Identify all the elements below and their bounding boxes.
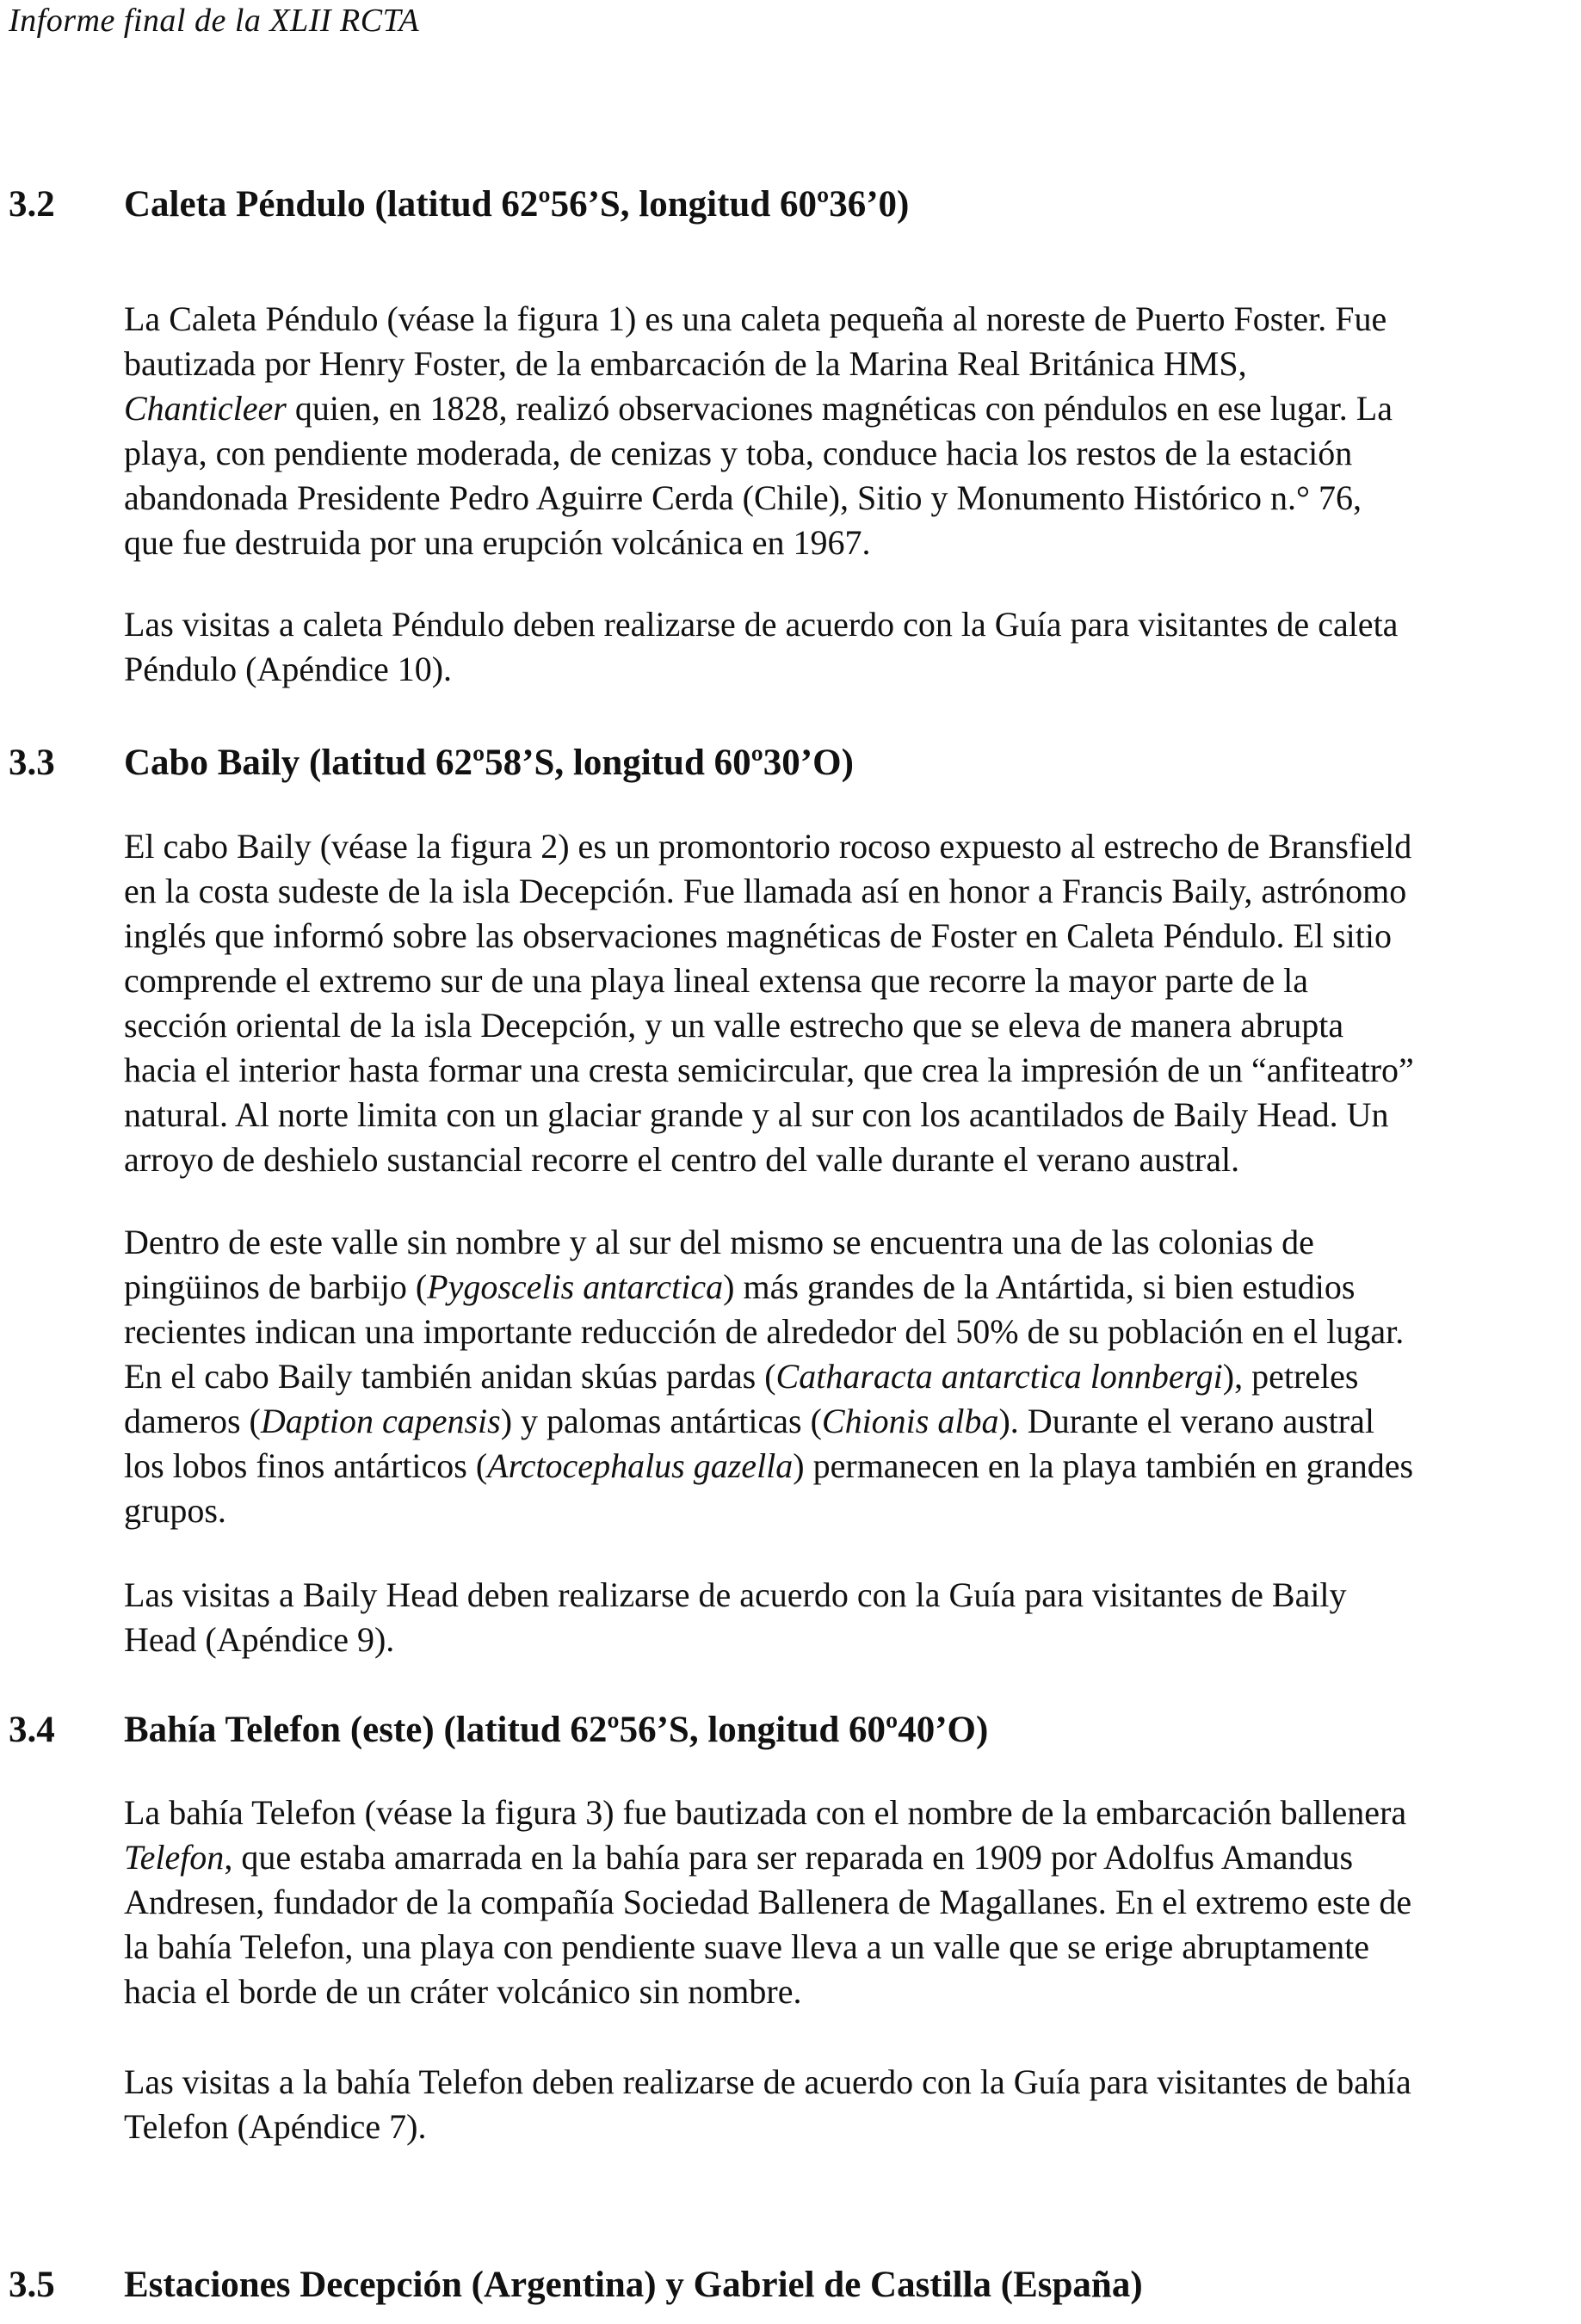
text-line: en la costa sudeste de la isla Decepción. Fue llamada así en honor a Francis Baily, astrónomo <box>124 872 1407 910</box>
text-line: Péndulo (Apéndice 10). <box>124 650 453 688</box>
section-title: Cabo Baily (latitud 62º58’S, longitud 60º30’O) <box>124 743 854 783</box>
text-line: recientes indican una importante reducción de alrededor del 50% de su población en el lugar. <box>124 1312 1405 1351</box>
section-title: Caleta Péndulo (latitud 62º56’S, longitud 60º36’0) <box>124 184 910 225</box>
species-name: Telefon <box>124 1838 225 1877</box>
text-line: Telefon (Apéndice 7). <box>124 2107 427 2146</box>
text-segment: ), petreles <box>1222 1357 1359 1396</box>
species-name: Chanticleer <box>124 389 287 428</box>
paragraph <box>124 1573 1559 1662</box>
text-line: que fue destruida por una erupción volcánica en 1967. <box>124 523 871 562</box>
text-line <box>124 1399 1559 1444</box>
species-name: Arctocephalus gazella <box>487 1446 794 1485</box>
species-name: Chionis alba <box>821 1402 999 1440</box>
text-line: Dentro de este valle sin nombre y al sur del mismo se encuentra una de las colonias de <box>124 1223 1314 1261</box>
text-segment: los lobos finos antárticos ( <box>124 1446 488 1485</box>
paragraph <box>124 602 1559 692</box>
text-line: hacia el borde de un cráter volcánico sin nombre. <box>124 1972 802 2011</box>
text-line: abandonada Presidente Pedro Aguirre Cerda (Chile), Sitio y Monumento Histórico n.° 76, <box>124 478 1362 517</box>
species-name: Pygoscelis antarctica <box>427 1267 724 1306</box>
text-line: grupos. <box>124 1491 226 1530</box>
section-number: 3.2 <box>9 184 55 225</box>
text-line: bautizada por Henry Foster, de la embarcación de la Marina Real Británica HMS, <box>124 344 1247 383</box>
section-number: 3.5 <box>9 2265 55 2305</box>
text-line: natural. Al norte limita con un glaciar grande y al sur con los acantilados de Baily Head. Un <box>124 1095 1389 1134</box>
text-line: sección oriental de la isla Decepción, y un valle estrecho que se eleva de manera abrupta <box>124 1006 1344 1045</box>
species-name: Catharacta antarctica lonnbergi <box>775 1357 1223 1396</box>
text-segment: ) más grandes de la Antártida, si bien estudios <box>723 1267 1356 1306</box>
text-line <box>124 1835 1559 1880</box>
text-line: El cabo Baily (véase la figura 2) es un promontorio rocoso expuesto al estrecho de Bransfield <box>124 827 1412 866</box>
text-line: La Caleta Péndulo (véase la figura 1) es una caleta pequeña al noreste de Puerto Foster. Fue <box>124 299 1387 338</box>
text-segment: En el cabo Baily también anidan skúas pardas ( <box>124 1357 776 1396</box>
text-line: comprende el extremo sur de una playa lineal extensa que recorre la mayor parte de la <box>124 961 1309 1000</box>
text-line: Las visitas a caleta Péndulo deben realizarse de acuerdo con la Guía para visitantes de caleta <box>124 605 1399 644</box>
text-line: La bahía Telefon (véase la figura 3) fue bautizada con el nombre de la embarcación ballenera <box>124 1793 1407 1832</box>
text-line: Las visitas a la bahía Telefon deben realizarse de acuerdo con la Guía para visitantes de bahía <box>124 2062 1411 2101</box>
paragraph <box>124 1220 1559 1533</box>
text-segment: ) y palomas antárticas ( <box>500 1402 822 1440</box>
section-number: 3.3 <box>9 743 55 783</box>
paragraph <box>124 2060 1559 2149</box>
section-title: Estaciones Decepción (Argentina) y Gabriel de Castilla (España) <box>124 2265 1143 2305</box>
text-line: la bahía Telefon, una playa con pendiente suave lleva a un valle que se erige abruptamente <box>124 1927 1369 1966</box>
section-title: Bahía Telefon (este) (latitud 62º56’S, longitud 60º40’O) <box>124 1710 989 1750</box>
paragraph <box>124 297 1559 565</box>
paragraph <box>124 1791 1559 2014</box>
text-line: arroyo de deshielo sustancial recorre el centro del valle durante el verano austral. <box>124 1140 1240 1179</box>
text-line: hacia el interior hasta formar una cresta semicircular, que crea la impresión de un “anfiteatro” <box>124 1051 1414 1089</box>
text-segment: ). Durante el verano austral <box>998 1402 1374 1440</box>
text-line: Las visitas a Baily Head deben realizarse de acuerdo con la Guía para visitantes de Baily <box>124 1575 1347 1614</box>
paragraph <box>124 824 1559 1182</box>
page-header: Informe final de la XLII RCTA <box>9 3 420 39</box>
text-line: Andresen, fundador de la compañía Sociedad Ballenera de Magallanes. En el extremo este de <box>124 1883 1412 1921</box>
text-line: inglés que informó sobre las observaciones magnéticas de Foster en Caleta Péndulo. El sitio <box>124 916 1392 955</box>
text-line <box>124 1354 1559 1399</box>
text-segment: dameros ( <box>124 1402 261 1440</box>
text-segment: quien, en 1828, realizó observaciones magnéticas con péndulos en ese lugar. La <box>286 389 1393 428</box>
species-name: Daption capensis <box>260 1402 501 1440</box>
section-number: 3.4 <box>9 1710 55 1750</box>
text-line <box>124 1444 1559 1489</box>
text-line <box>124 386 1559 431</box>
text-segment: ) permanecen en la playa también en grandes <box>793 1446 1414 1485</box>
text-line: playa, con pendiente moderada, de cenizas y toba, conduce hacia los restos de la estación <box>124 434 1353 472</box>
text-line <box>124 1265 1559 1310</box>
text-line: Head (Apéndice 9). <box>124 1620 395 1659</box>
text-segment: , que estaba amarrada en la bahía para ser reparada en 1909 por Adolfus Amandus <box>224 1838 1354 1877</box>
text-segment: pingüinos de barbijo ( <box>124 1267 428 1306</box>
